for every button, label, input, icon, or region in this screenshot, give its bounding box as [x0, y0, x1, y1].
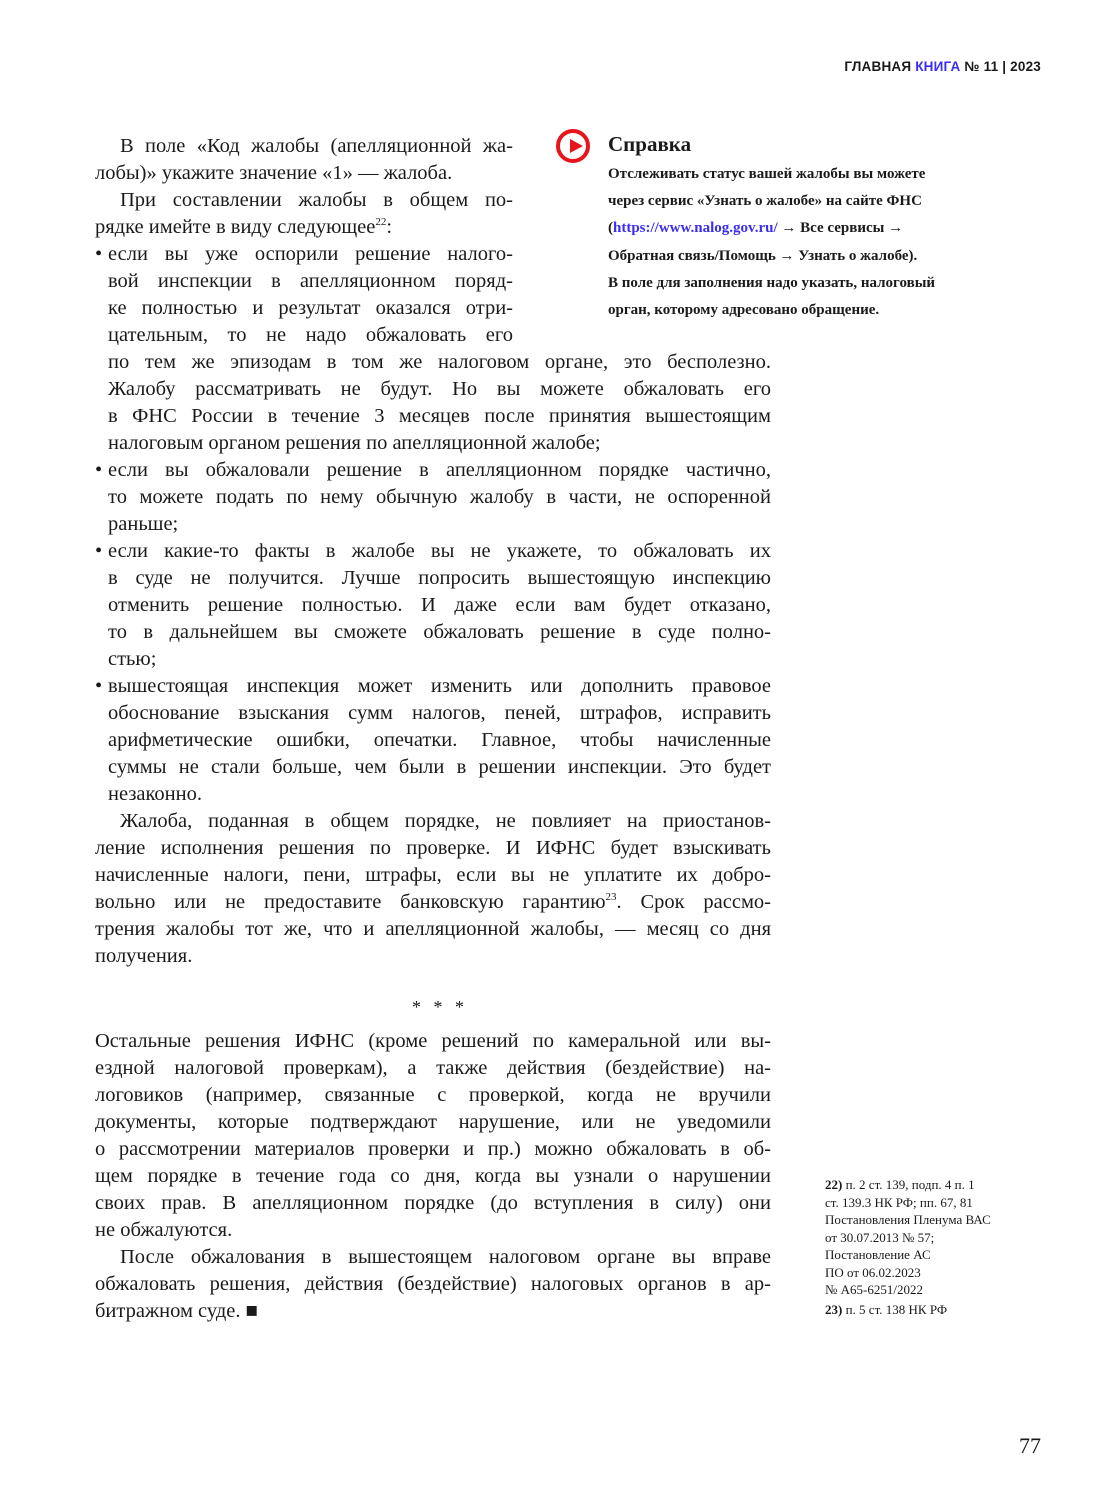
sidebar-line: В поле для заполнения надо указать, налоговый: [608, 274, 936, 291]
paren: (: [608, 220, 613, 237]
text-line: [95, 835, 771, 862]
line-text: то можете подать по нему обычную жалобу в части, не оспоренной: [108, 486, 771, 508]
text-line: [108, 268, 513, 295]
line-text: ездной налоговой проверкам), а также действия (бездействие) на-: [95, 1057, 771, 1079]
line-text: цательным, то не надо обжаловать его: [108, 324, 513, 346]
page-number: 77: [1019, 1433, 1041, 1458]
line-text: в суде не получится. Лучше попросить вышестоящую инспекцию: [108, 567, 771, 589]
line-text: если вы обжаловали решение в апелляционном порядке частично,: [108, 459, 771, 481]
line-text: лобы)» укажите значение «1» — жалоба.: [95, 162, 453, 184]
line-text: незаконно.: [108, 783, 203, 805]
line-text: не обжалуются.: [95, 1219, 233, 1241]
footnote-line: [825, 1211, 1045, 1229]
text-line: [108, 430, 771, 457]
text-line: [95, 1082, 771, 1109]
line-text: документы, которые подтверждают нарушение, или не уведомили: [95, 1111, 771, 1133]
text-line: [95, 862, 771, 889]
footnote-line: [825, 1194, 1045, 1212]
bullet: •: [95, 243, 103, 265]
line-text: После обжалования в вышестоящем налоговом органе вы вправе: [120, 1246, 771, 1268]
nalog-link[interactable]: https://www.nalog.gov.ru/: [613, 220, 778, 237]
line-text: :: [386, 216, 393, 238]
line-text: о рассмотрении материалов проверки и пр.) можно обжаловать в об-: [95, 1138, 771, 1160]
footnote-text: Постановления Пленума ВАС: [825, 1212, 991, 1227]
footnote-text: № А65-6251/2022: [825, 1282, 923, 1297]
bullet: •: [95, 540, 103, 562]
text-line: [95, 673, 771, 700]
text-line: [95, 214, 513, 241]
footnote-text: от 30.07.2013 № 57;: [825, 1229, 935, 1245]
section-separator: * * *: [412, 997, 468, 1017]
text-line: [95, 457, 771, 484]
line-text: стью;: [108, 648, 157, 670]
sidebar-line: [608, 215, 1048, 242]
line-text: если вы уже оспорили решение налого-: [108, 243, 513, 265]
header-issue: № 11 | 2023: [964, 59, 1041, 74]
line-text: налоговым органом решения по апелляционной жалобе;: [108, 432, 601, 454]
footnote-line: [825, 1301, 1045, 1319]
footnote-ref: 22: [375, 216, 387, 229]
line-text: по тем же эпизодам в том же налоговом органе, это бесполезно.: [108, 351, 771, 373]
line-text: арифметические ошибки, опечатки. Главное, чтобы начисленные: [108, 729, 771, 751]
text-line: [108, 403, 771, 430]
footnote-text: ст. 139.3 НК РФ; пп. 67, 81: [825, 1194, 973, 1210]
footnote: [825, 1301, 1045, 1319]
text-line: [108, 700, 771, 727]
text-line: [95, 916, 771, 943]
line-text: вышестоящая инспекция может изменить или дополнить правовое: [108, 675, 771, 697]
line-text: вой инспекции в апелляционном поряд-: [108, 270, 513, 292]
running-header: [844, 59, 1041, 74]
text-line: [108, 781, 771, 808]
footnote-number: 22): [825, 1177, 843, 1192]
text-line: [108, 592, 771, 619]
footnote-text: п. 5 ст. 138 НК РФ: [845, 1301, 948, 1317]
sidebar-line: через сервис «Узнать о жалобе» на сайте ФНС: [608, 193, 922, 210]
line-text: трения жалобы тот же, что и апелляционной жалобы, — месяц со дня: [95, 918, 771, 940]
text-line: [95, 1055, 771, 1082]
text-line: [95, 1271, 771, 1298]
footnote-line: [825, 1176, 1045, 1194]
text-line: [108, 754, 771, 781]
line-text: если какие-то факты в жалобе вы не укажете, то обжаловать их: [108, 540, 771, 562]
text-line: [108, 295, 513, 322]
text-line: [108, 484, 771, 511]
line-text: обоснование взыскания сумм налогов, пеней, штрафов, исправить: [108, 702, 771, 724]
play-circle-icon: [556, 129, 590, 163]
line-text: рядке имейте в виду следующее: [95, 216, 376, 238]
footnote: [825, 1176, 1045, 1299]
line-text: то в дальнейшем вы сможете обжаловать решение в суде полно-: [108, 621, 771, 643]
text-line: [120, 808, 771, 835]
text-line: [108, 322, 513, 349]
line-text: Остальные решения ИФНС (кроме решений по камеральной или вы-: [95, 1030, 771, 1052]
header-brand-part1: ГЛАВНАЯ: [844, 59, 912, 74]
text-line: [95, 1109, 771, 1136]
line-text: . Срок рассмо-: [616, 891, 771, 913]
footnote-text: п. 2 ст. 139, подп. 4 п. 1: [845, 1177, 975, 1192]
footnote-text: Постановление АС: [825, 1247, 931, 1262]
text-line: [95, 241, 513, 268]
text-line: [108, 619, 771, 646]
footnote-number: 23): [825, 1301, 843, 1317]
line-text: суммы не стали больше, чем были в решении инспекции. Это будет: [108, 756, 771, 778]
line-text: начисленные налоги, пени, штрафы, если вы не уплатите их добро-: [95, 864, 771, 886]
text-line: [108, 349, 771, 376]
line-text: щем порядке в течение года со дня, когда вы узнали о нарушении: [95, 1165, 771, 1187]
text-line: [95, 1298, 771, 1325]
line-text: раньше;: [108, 513, 179, 535]
line-text: получения.: [95, 945, 193, 967]
text-line: [108, 565, 771, 592]
footnote-line: [825, 1229, 1045, 1247]
line-text: ление исполнения решения по проверке. И ИФНС будет взыскивать: [95, 837, 771, 859]
sidebar-line: орган, которому адресовано обращение.: [608, 302, 880, 319]
line-text: обжаловать решения, действия (бездействие) налоговых органов в ар-: [95, 1273, 771, 1295]
line-text: В поле «Код жалобы (апелляционной жа-: [120, 135, 513, 157]
bullet: •: [95, 459, 103, 481]
line-text: Жалоба, поданная в общем порядке, не повлияет на приостанов-: [120, 810, 771, 832]
text-line: [95, 943, 771, 970]
bullet: •: [95, 675, 103, 697]
line-text: битражном суде. ■: [95, 1300, 258, 1322]
text-line: [108, 376, 771, 403]
header-brand-part2: КНИГА: [915, 59, 961, 74]
text-line: [95, 1190, 771, 1217]
text-line: [120, 187, 513, 214]
text-line: [95, 160, 513, 187]
text-line: [95, 1136, 771, 1163]
sidebar-title: Справка: [608, 132, 692, 156]
sidebar-line-rest: → Все сервисы →: [777, 220, 904, 237]
text-line: [95, 538, 771, 565]
line-text: своих прав. В апелляционном порядке (до вступления в силу) они: [95, 1192, 771, 1214]
line-text: Жалобу рассматривать не будут. Но вы можете обжаловать его: [108, 378, 771, 400]
text-line: [95, 889, 771, 916]
footnote-text: ПО от 06.02.2023: [825, 1264, 921, 1280]
line-text: вольно или не предоставите банковскую гарантию: [95, 891, 606, 913]
footnote-ref: 23: [605, 891, 617, 904]
text-line: [95, 1163, 771, 1190]
text-line: [108, 727, 771, 754]
sidebar-body: [608, 161, 1048, 324]
line-text: При составлении жалобы в общем по-: [120, 189, 513, 211]
footnote-line: [825, 1246, 1045, 1264]
text-line: [95, 1028, 771, 1055]
text-line: [120, 1244, 771, 1271]
sidebar-line: Обратная связь/Помощь → Узнать о жалобе).: [608, 247, 918, 264]
text-line: [108, 646, 771, 673]
text-line: [108, 511, 771, 538]
line-text: отменить решение полностью. И даже если вам будет отказано,: [108, 594, 771, 616]
footnote-line: [825, 1281, 1045, 1299]
sidebar-line: Отслеживать статус вашей жалобы вы можете: [608, 166, 926, 182]
line-text: ке полностью и результат оказался отри-: [108, 297, 513, 319]
text-line: [95, 1217, 771, 1244]
footnotes: [825, 1176, 1045, 1318]
text-line: [120, 133, 513, 160]
line-text: логовиков (например, связанные с проверкой, когда не вручили: [95, 1084, 771, 1106]
footnote-line: [825, 1264, 1045, 1282]
line-text: в ФНС России в течение 3 месяцев после принятия вышестоящим: [108, 405, 771, 427]
